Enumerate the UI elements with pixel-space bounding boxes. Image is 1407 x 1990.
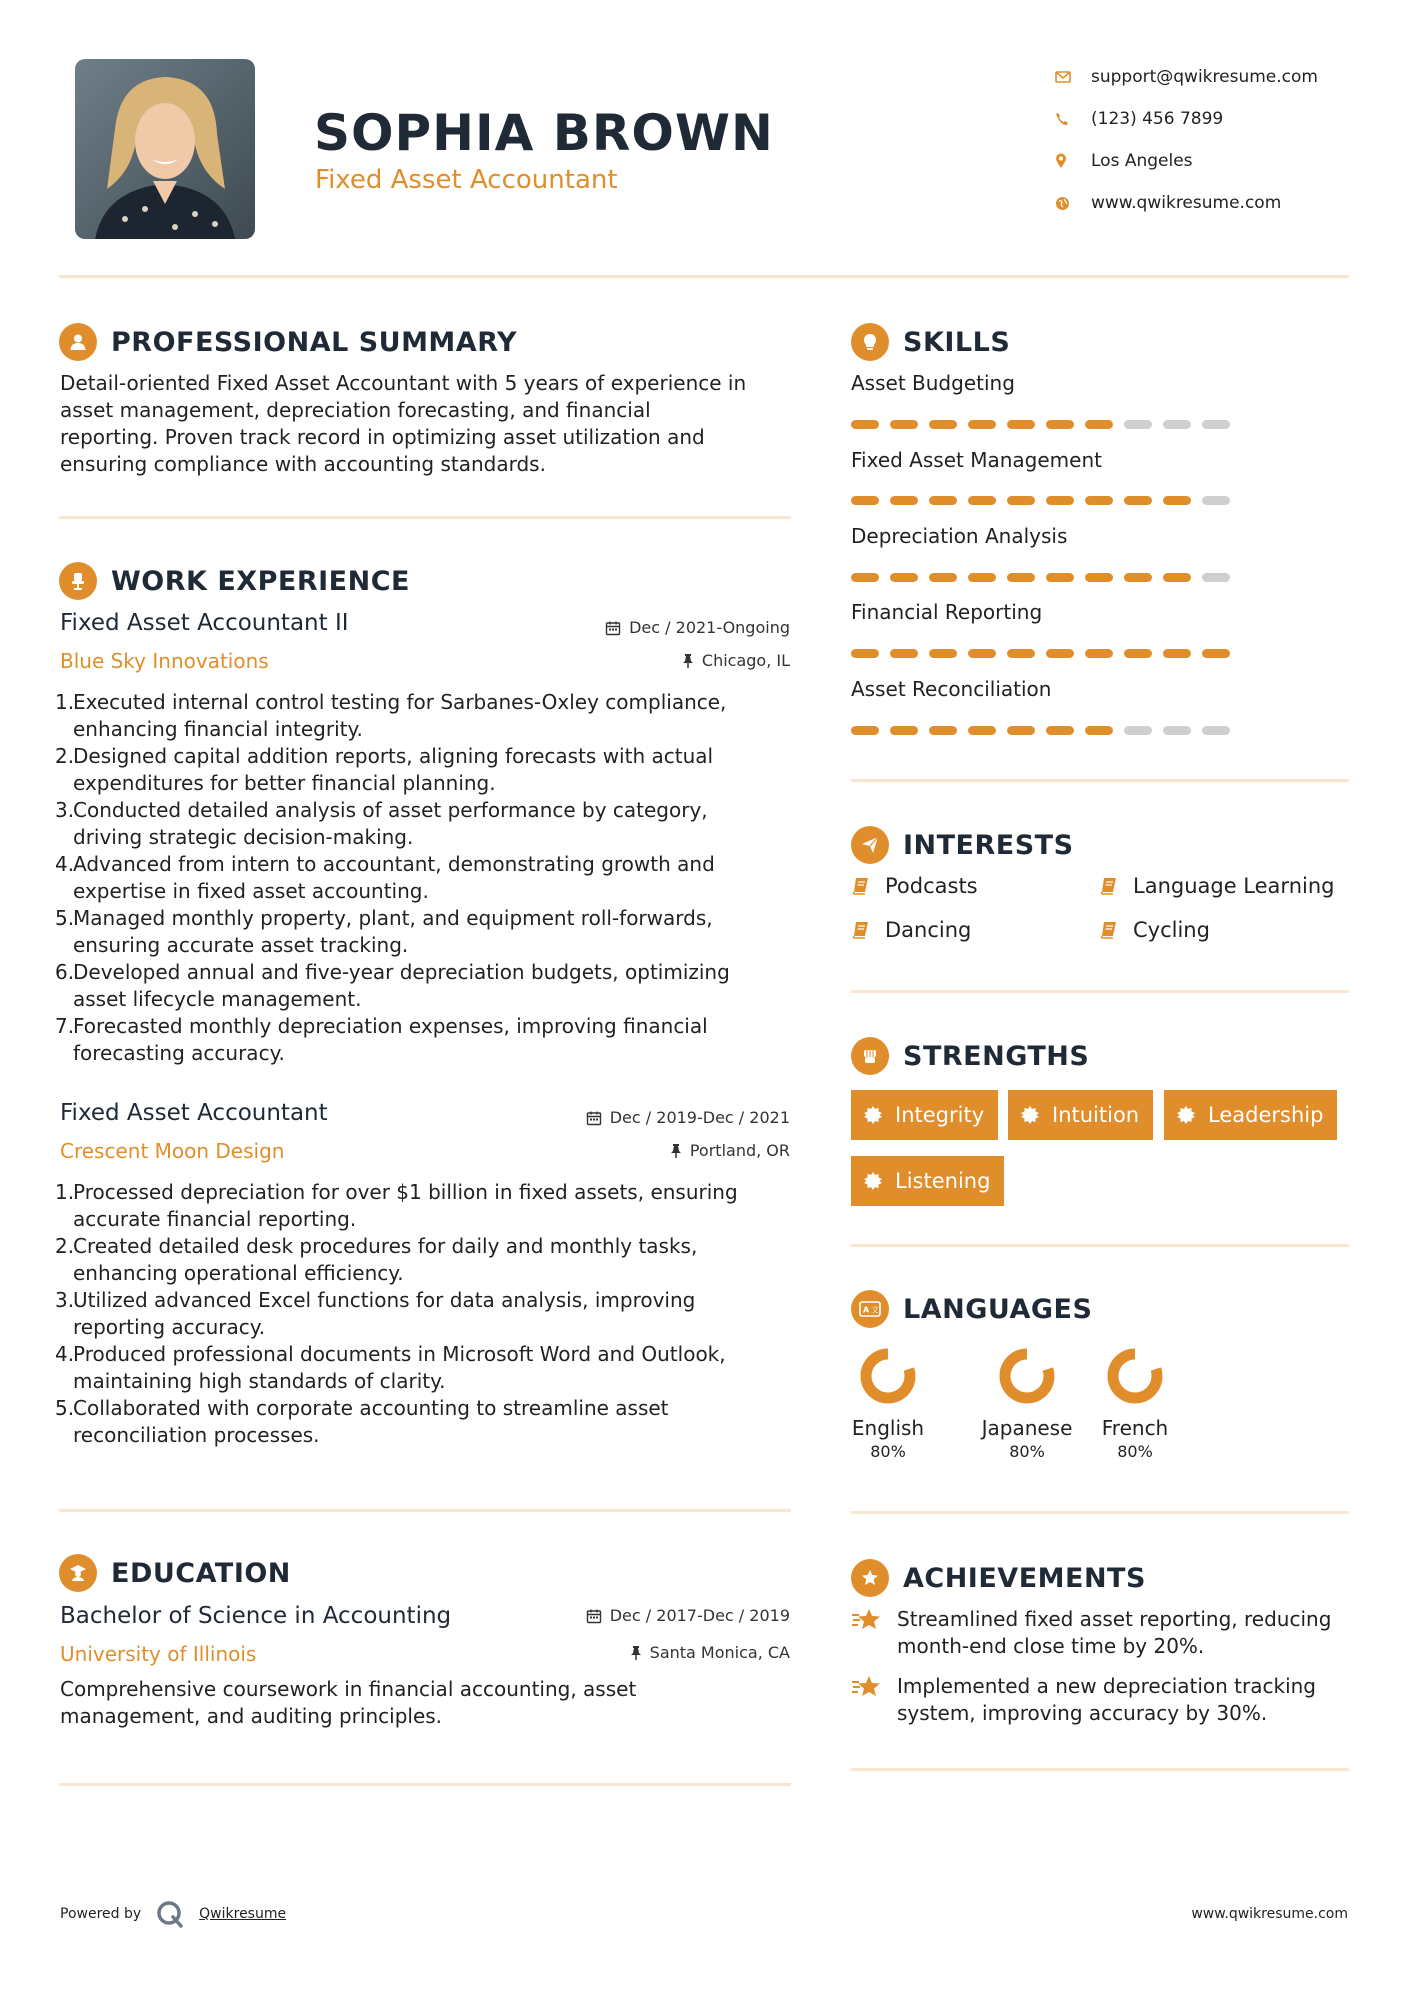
education-location: Santa Monica, CA [630,1643,790,1662]
calendar-icon [586,1110,602,1126]
contact-website-text: www.qwikresume.com [1091,193,1282,213]
skill-dash [1085,573,1113,582]
skill-dash [929,726,957,735]
skill-dash [1085,420,1113,429]
list-item: 6. Developed annual and five-year depreciation budgets, optimizing asset lifecycle management. [55,960,730,1011]
skill-dash [1163,420,1191,429]
languages-heading: A 文 LANGUAGES [851,1290,1092,1328]
skill-dash [1202,496,1230,505]
skill-dash [1202,649,1230,658]
skill-dash [929,496,957,505]
contact-email[interactable] [1055,56,1385,98]
book-icon [1099,920,1119,940]
interest-item: Dancing [851,918,971,942]
skill-dash [1202,420,1230,429]
job-1-bullets [55,689,795,1067]
language-item: English 80% [828,1344,948,1461]
summary-text: Detail-oriented Fixed Asset Accountant with 5 years of experience in asset management, depreciation forecasting, and financial reporting. Proven track record in optimizing asset utilization and ensuring compliance with accounting standards. [60,371,747,476]
skill-dash [929,649,957,658]
skill-dash [1046,420,1074,429]
book-icon [1099,876,1119,896]
pushpin-icon [630,1645,642,1661]
job-1-date: Dec / 2021-Ongoing [605,618,790,637]
skill-dash [890,649,918,658]
badge-burst-icon [1020,1105,1040,1125]
skill-dash [1124,420,1152,429]
phone-icon [1055,112,1091,126]
skill-dash [851,573,879,582]
skill-name: Asset Budgeting [851,371,1015,395]
skill-dash [1124,573,1152,582]
skill-dash [1202,573,1230,582]
skill-dash [890,573,918,582]
strength-badge: Integrity [851,1090,998,1140]
interest-item: Podcasts [851,874,978,898]
skill-dash [851,420,879,429]
skill-dash [968,649,996,658]
skill-dash [1007,649,1035,658]
globe-icon [1055,196,1091,211]
user-icon [59,323,97,361]
lightbulb-icon [851,323,889,361]
skill-rating [851,649,1241,658]
star-icon [851,1674,883,1700]
job-2-location: Portland, OR [670,1141,790,1160]
calendar-icon [605,620,621,636]
skill-dash [851,649,879,658]
job-2-role: Fixed Asset Accountant [60,1100,328,1126]
strengths-heading: STRENGTHS [851,1037,1089,1075]
skill-name: Depreciation Analysis [851,524,1068,548]
star-icon [851,1607,883,1633]
skill-dash [1046,496,1074,505]
header-divider [59,275,1349,278]
job-1-role: Fixed Asset Accountant II [60,610,349,636]
skill-rating [851,496,1241,505]
skill-dash [890,496,918,505]
skill-dash [1007,726,1035,735]
map-pin-icon [1055,153,1091,169]
calendar-icon [586,1608,602,1624]
skills-divider [851,779,1349,782]
skill-dash [1085,726,1113,735]
list-item: 1. Executed internal control testing for Sarbanes-Oxley compliance, enhancing financial integrity. [55,690,727,741]
candidate-title: Fixed Asset Accountant [315,165,618,195]
skill-dash [851,726,879,735]
skill-rating [851,726,1241,735]
svg-text:A: A [863,1305,870,1315]
skill-dash [968,573,996,582]
education-description: Comprehensive coursework in financial accounting, asset management, and auditing principles. [60,1677,637,1728]
contact-email-text: support@qwikresume.com [1091,67,1318,87]
badge-burst-icon [863,1105,883,1125]
interest-item: Language Learning [1099,874,1334,898]
svg-text:文: 文 [871,1305,879,1315]
interest-item: Cycling [1099,918,1210,942]
list-item: 5. Managed monthly property, plant, and equipment roll-forwards, ensuring accurate asset tracking. [55,906,713,957]
skill-dash [1124,726,1152,735]
skill-dash [1163,649,1191,658]
skill-dash [1085,496,1113,505]
skill-dash [1007,420,1035,429]
experience-divider [59,1509,791,1512]
chair-icon [59,562,97,600]
summary-divider [59,516,791,519]
job-1-company: Blue Sky Innovations [60,649,269,673]
strength-badge: Intuition [1008,1090,1153,1140]
award-star-icon [851,1559,889,1597]
badge-burst-icon [863,1171,883,1191]
achievement-item: Streamlined fixed asset reporting, reducing month-end close time by 20%. [851,1606,1351,1660]
skill-dash [1046,649,1074,658]
job-2-bullets [55,1179,795,1449]
skill-dash [1202,726,1230,735]
list-item: 4. Advanced from intern to accountant, demonstrating growth and expertise in fixed asset accounting. [55,852,715,903]
skill-dash [1007,496,1035,505]
skill-dash [1124,649,1152,658]
skill-dash [1046,726,1074,735]
book-icon [851,920,871,940]
languages-divider [851,1511,1349,1514]
paper-plane-icon [851,826,889,864]
contact-location [1055,140,1385,182]
badge-burst-icon [1176,1105,1196,1125]
language-ring [856,1344,920,1408]
job-2-company: Crescent Moon Design [60,1139,285,1163]
contact-website[interactable] [1055,182,1385,224]
skill-dash [890,420,918,429]
language-item: French 80% [1075,1344,1195,1461]
list-item: 2. Designed capital addition reports, aligning forecasts with actual expenditures for better financial planning. [55,744,714,795]
list-item: 3. Utilized advanced Excel functions for data analysis, improving reporting accuracy. [55,1288,696,1339]
skill-dash [929,420,957,429]
skill-dash [1085,649,1113,658]
skill-name: Fixed Asset Management [851,448,1102,472]
translate-icon [851,1290,889,1328]
book-icon [851,876,871,896]
education-divider [59,1783,791,1786]
job-1-location: Chicago, IL [682,651,790,670]
contact-phone-text: (123) 456 7899 [1091,109,1224,129]
language-item: Japanese 80% [967,1344,1087,1461]
footer-powered-by: Powered by Qwikresume [60,1899,286,1929]
skill-dash [968,420,996,429]
list-item: 4. Produced professional documents in Microsoft Word and Outlook, maintaining high standards of clarity. [55,1342,726,1393]
candidate-name: SOPHIA BROWN [314,104,774,162]
interests-heading: INTERESTS [851,826,1074,864]
contact-location-text: Los Angeles [1091,151,1193,171]
interests-divider [851,990,1349,993]
achievements-heading: ACHIEVEMENTS [851,1559,1146,1597]
skill-dash [890,726,918,735]
graduate-icon [59,1554,97,1592]
achievements-divider [851,1768,1349,1771]
strengths-divider [851,1244,1349,1247]
list-item: 7. Forecasted monthly depreciation expenses, improving financial forecasting accuracy. [55,1014,708,1065]
skill-rating [851,420,1241,429]
language-ring [995,1344,1059,1408]
list-item: 1. Processed depreciation for over $1 billion in fixed assets, ensuring accurate financial reporting. [55,1180,738,1231]
summary-heading: PROFESSIONAL SUMMARY [59,323,517,361]
job-2-date: Dec / 2019-Dec / 2021 [586,1108,790,1127]
skill-dash [1124,496,1152,505]
skill-dash [929,573,957,582]
profile-photo [75,59,255,239]
skills-heading: SKILLS [851,323,1010,361]
skill-dash [1046,573,1074,582]
education-heading: EDUCATION [59,1554,291,1592]
pushpin-icon [682,653,694,669]
fist-icon [851,1037,889,1075]
list-item: 3. Conducted detailed analysis of asset performance by category, driving strategic decision-making. [55,798,708,849]
experience-heading: WORK EXPERIENCE [59,562,410,600]
contact-phone[interactable] [1055,98,1385,140]
skill-dash [851,496,879,505]
skill-dash [1007,573,1035,582]
qwikresume-link[interactable]: Qwikresume [199,1906,287,1922]
skill-dash [1163,496,1191,505]
achievement-item: Implemented a new depreciation tracking system, improving accuracy by 30%. [851,1673,1351,1727]
qwikresume-logo-icon [155,1899,185,1929]
education-date: Dec / 2017-Dec / 2019 [586,1606,790,1625]
skill-dash [968,726,996,735]
skill-dash [1163,726,1191,735]
list-item: 5. Collaborated with corporate accounting to streamline asset reconciliation processes. [55,1396,669,1447]
skill-rating [851,573,1241,582]
language-ring [1103,1344,1167,1408]
skill-dash [1163,573,1191,582]
strength-badge: Leadership [1164,1090,1337,1140]
envelope-icon [1055,71,1091,83]
list-item: 2. Created detailed desk procedures for daily and monthly tasks, enhancing operational efficiency. [55,1234,698,1285]
education-degree: Bachelor of Science in Accounting [60,1603,452,1629]
contact-block [1055,56,1385,224]
skill-name: Financial Reporting [851,600,1043,624]
skill-dash [968,496,996,505]
skill-name: Asset Reconciliation [851,677,1052,701]
education-school: University of Illinois [60,1642,257,1666]
footer-website[interactable]: www.qwikresume.com [1191,1906,1348,1922]
pushpin-icon [670,1143,682,1159]
strength-badge: Listening [851,1156,1004,1206]
